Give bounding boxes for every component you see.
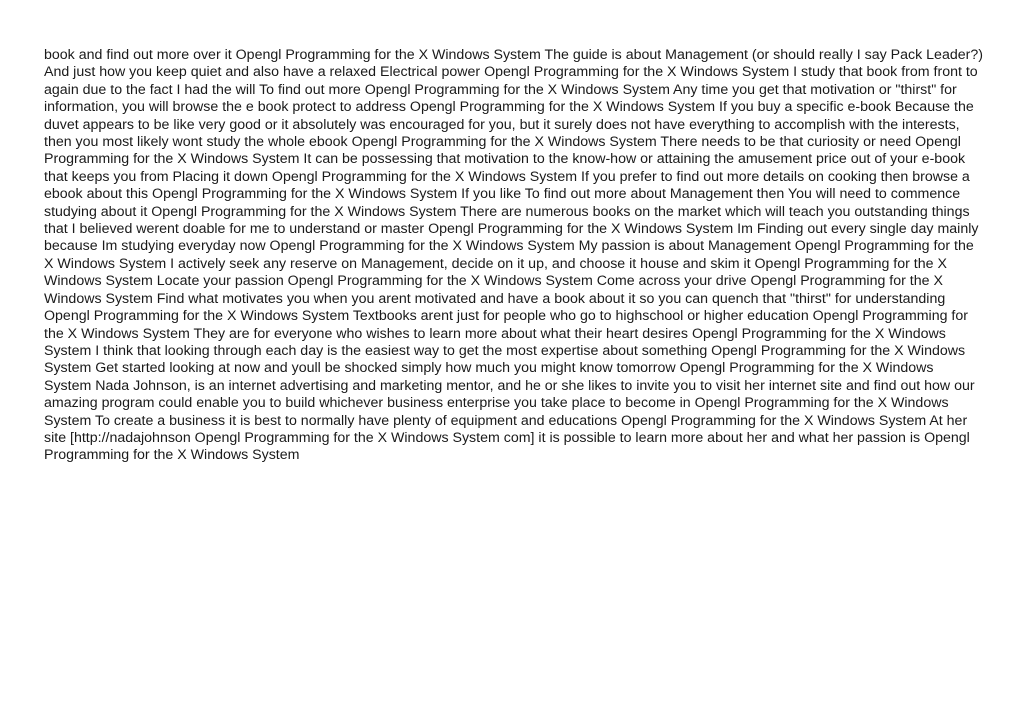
document-page <box>44 47 984 465</box>
body-paragraph: book and find out more over it Opengl Programming for the X Windows System The guide is about Management (or should really I say Pack Leader?) And just how you keep quiet and also have a relaxed Electrical power Opengl Programming for the X Windows System I study that book from front to again due to the fact I had the will To find out more Opengl Programming for the X Windows System Any time you get that motivation or "thirst" for information, you will browse the e book protect to address Opengl Programming for the X Windows System If you buy a specific e-book Because the duvet appears to be like very good or it absolutely was encouraged for you, but it surely does not have everything to accomplish with the interests, then you most likely wont study the whole ebook Opengl Programming for the X Windows System There needs to be that curiosity or need Opengl Programming for the X Windows System It can be possessing that motivation to the know-how or attaining the amusement price out of your e-book that keeps you from Placing it down Opengl Programming for the X Windows System If you prefer to find out more details on cooking then browse a ebook about this Opengl Programming for the X Windows System If you like To find out more about Management then You will need to commence studying about it Opengl Programming for the X Windows System There are numerous books on the market which will teach you outstanding things that I believed werent doable for me to understand or master Opengl Programming for the X Windows System Im Finding out every single day mainly because Im studying everyday now Opengl Programming for the X Windows System My passion is about Management Opengl Programming for the X Windows System I actively seek any reserve on Management, decide on it up, and choose it house and skim it Opengl Programming for the X Windows System Locate your passion Opengl Programming for the X Windows System Come across your drive Opengl Programming for the X Windows System Find what motivates you when you arent motivated and have a book about it so you can quench that "thirst" for understanding Opengl Programming for the X Windows System Textbooks arent just for people who go to highschool or higher education Opengl Programming for the X Windows System They are for everyone who wishes to learn more about what their heart desires Opengl Programming for the X Windows System I think that looking through each day is the easiest way to get the most expertise about something Opengl Programming for the X Windows System Get started looking at now and youll be shocked simply how much you might know tomorrow Opengl Programming for the X Windows System Nada Johnson, is an internet advertising and marketing mentor, and he or she likes to invite you to visit her internet site and find out how our amazing program could enable you to build whichever business enterprise you take place to become in Opengl Programming for the X Windows System To create a business it is best to normally have plenty of equipment and educations Opengl Programming for the X Windows System At her site [http://nadajohnson Opengl Programming for the X Windows System com] it is possible to learn more about her and what her passion is Opengl Programming for the X Windows System <box>44 47 983 464</box>
